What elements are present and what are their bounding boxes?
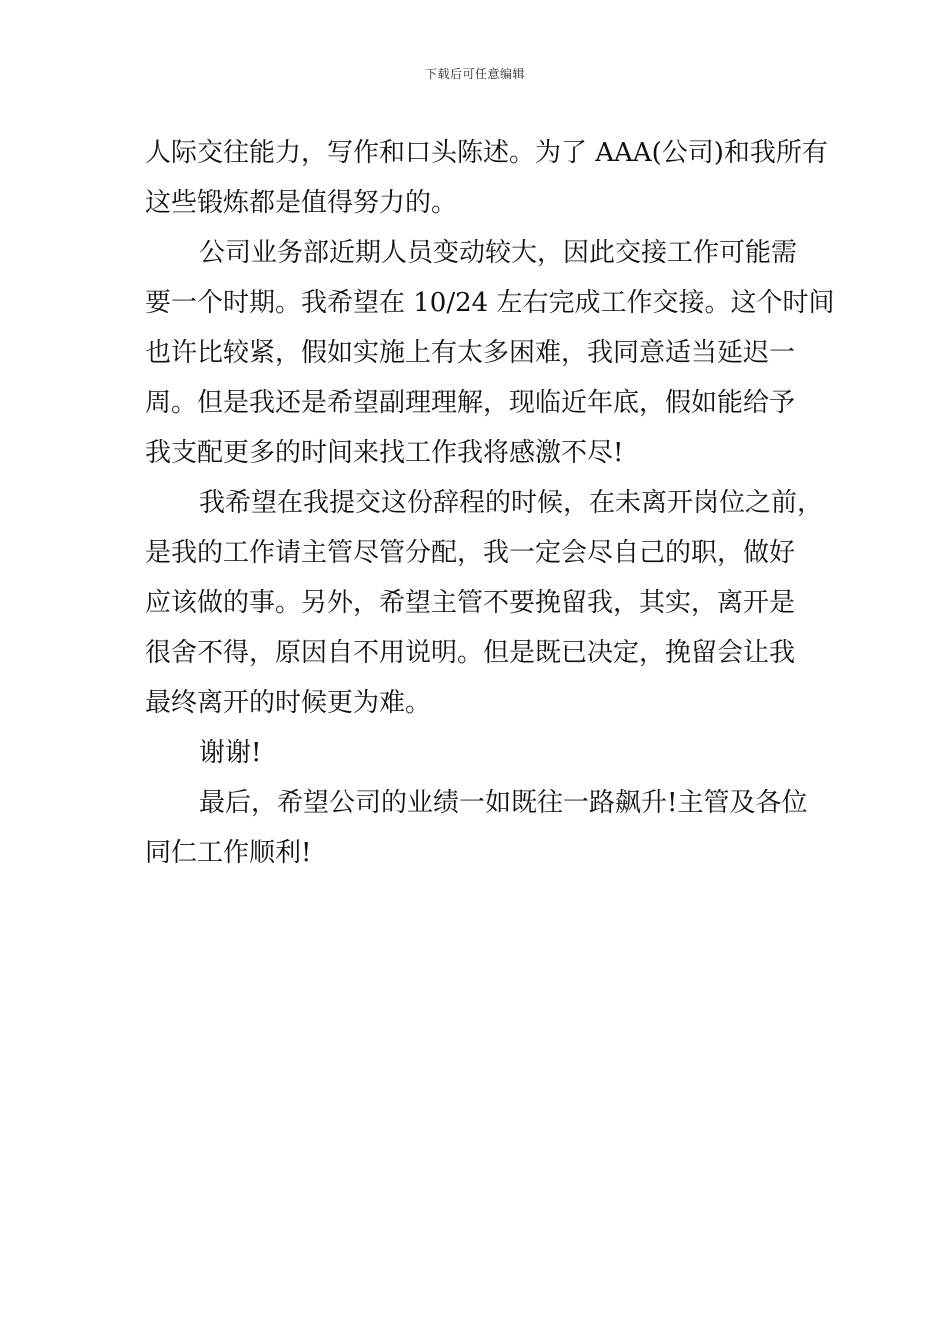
letter-line: 最后，希望公司的业绩一如既往一路飙升!主管及各位 [199,788,808,818]
letter-body [145,128,835,878]
letter-line: 周。但是我还是希望副理理解，现临近年底，假如能给予 [145,388,796,418]
letter-line: 公司业务部近期人员变动较大，因此交接工作可能需 [199,238,798,268]
letter-line: 很舍不得，原因自不用说明。但是既已决定，挽留会让我 [145,638,796,668]
letter-line: 同仁工作顺利! [145,838,312,868]
letter-line: 也许比较紧，假如实施上有太多困难，我同意适当延迟一 [145,338,796,368]
letter-line: 人际交往能力，写作和口头陈述。为了 AAA(公司)和我所有 [145,138,828,168]
letter-line: 要一个时期。我希望在 10/24 左右完成工作交接。这个时间 [145,288,835,318]
letter-line: 应该做的事。另外，希望主管不要挽留我，其实，离开是 [145,588,796,618]
letter-line: 谢谢! [199,738,262,768]
letter-line: 这些锻炼都是值得努力的。 [145,188,458,218]
letter-line: 最终离开的时候更为难。 [145,688,432,718]
page-header-note: 下载后可任意编辑 [424,67,525,81]
letter-line: 我支配更多的时间来找工作我将感激不尽! [145,438,624,468]
letter-line: 是我的工作请主管尽管分配，我一定会尽自己的职，做好 [145,538,796,568]
letter-line: 我希望在我提交这份辞程的时候，在未离开岗位之前， [199,488,824,518]
